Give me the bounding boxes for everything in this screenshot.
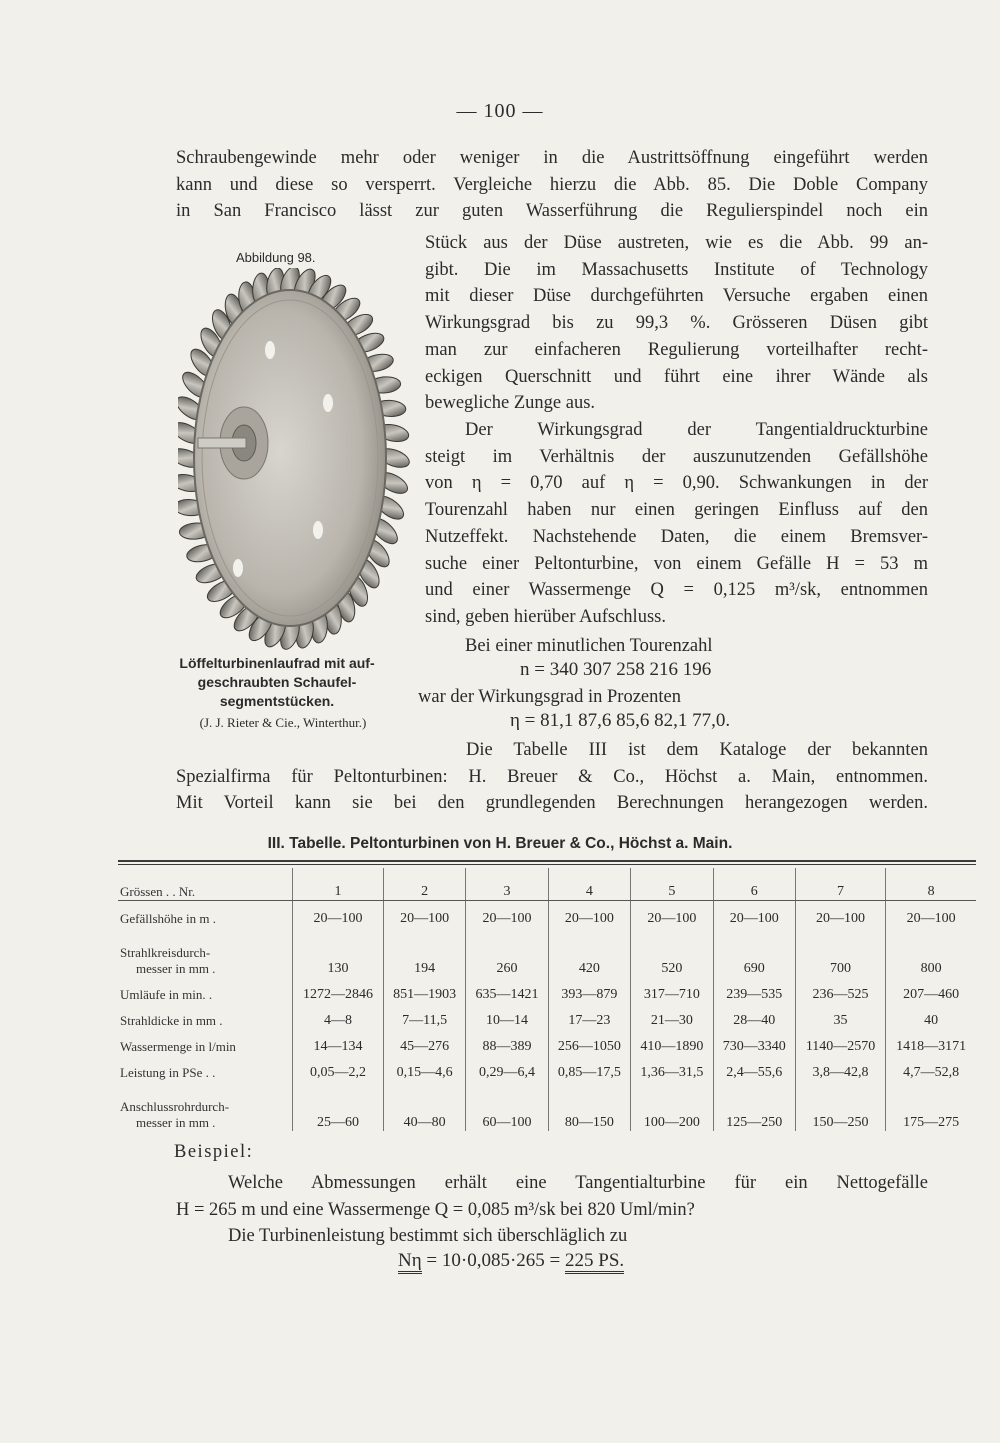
text-line: in San Francisco lässt zur guten Wasserführung die Regulierspindel noch ein bbox=[176, 201, 928, 222]
table-header-cell: 5 bbox=[631, 868, 713, 901]
text-line: bewegliche Zunge aus. bbox=[425, 393, 596, 414]
table-cell: 20—100 bbox=[886, 901, 976, 928]
table-row bbox=[118, 1055, 976, 1081]
table-cell: 3,8—42,8 bbox=[795, 1055, 885, 1081]
text-line: Mit Vorteil kann sie bei den grundlegenden Berechnungen herangezogen werden. bbox=[176, 793, 928, 814]
text-line: Spezialfirma für Peltonturbinen: H. Breuer & Co., Höchst a. Main, entnommen. bbox=[176, 766, 928, 787]
text-line: Schraubengewinde mehr oder weniger in die Austrittsöffnung eingeführt werden bbox=[176, 148, 928, 168]
table-cell: 25—60 bbox=[293, 1081, 384, 1131]
text-line: Stück aus der Düse austreten, wie es die Abb. 99 an- bbox=[425, 233, 928, 253]
row-label-line: Strahlkreisdurch- bbox=[120, 945, 211, 960]
table-cell: 0,15—4,6 bbox=[383, 1055, 465, 1081]
table-cell: 1140—2570 bbox=[795, 1029, 885, 1055]
text-line: gibt. Die im Massachusetts Institute of Technology bbox=[425, 259, 928, 280]
table-header-cell: 7 bbox=[795, 868, 885, 901]
table-title: III. Tabelle. Peltonturbinen von H. Breuer & Co., Höchst a. Main. bbox=[267, 835, 733, 852]
table-row bbox=[118, 1081, 976, 1131]
table-cell: 207—460 bbox=[886, 977, 976, 1003]
text-line: Die Tabelle III ist dem Kataloge der bekannten bbox=[466, 740, 928, 760]
row-label: Wassermenge in l/min bbox=[120, 1039, 236, 1054]
figure-label: Abbildung 98. bbox=[236, 250, 316, 265]
table-row bbox=[118, 901, 976, 928]
figure-image bbox=[178, 268, 410, 653]
table-cell: 236—525 bbox=[795, 977, 885, 1003]
table-cell: 690 bbox=[713, 927, 795, 977]
row-label: Leistung in PSe . . bbox=[120, 1065, 216, 1080]
text-line: H = 265 m und eine Wassermenge Q = 0,085 m³/sk bei 820 Uml/min? bbox=[176, 1199, 695, 1220]
table-cell: 20—100 bbox=[293, 901, 384, 928]
row-label: Gefällshöhe in m . bbox=[120, 911, 217, 926]
table-cell: 14—134 bbox=[293, 1029, 384, 1055]
table-cell: 0,05—2,2 bbox=[293, 1055, 384, 1081]
table-cell: 10—14 bbox=[466, 1003, 548, 1029]
table-cell: 420 bbox=[548, 927, 630, 977]
table-cell: 17—23 bbox=[548, 1003, 630, 1029]
example-heading: Beispiel: bbox=[174, 1142, 254, 1162]
table-cell: 175—275 bbox=[886, 1081, 976, 1131]
text-line: von η = 0,70 auf η = 0,90. Schwankungen in der bbox=[425, 473, 928, 494]
table-cell: 520 bbox=[631, 927, 713, 977]
caption-line: segmentstücken. bbox=[219, 693, 335, 709]
text-line: und einer Wassermenge Q = 0,125 m³/sk, entnommen bbox=[425, 580, 928, 601]
table-cell: 88—389 bbox=[466, 1029, 548, 1055]
text-line: suche einer Peltonturbine, von einem Gefälle H = 53 m bbox=[425, 553, 928, 574]
table-cell: 851—1903 bbox=[383, 977, 465, 1003]
table-cell: 35 bbox=[795, 1003, 885, 1029]
table-cell: 1,36—31,5 bbox=[631, 1055, 713, 1081]
table-cell: 20—100 bbox=[631, 901, 713, 928]
table-cell: 130 bbox=[293, 927, 384, 977]
row-label-line: messer in mm . bbox=[136, 961, 216, 976]
table-header-row bbox=[118, 868, 976, 901]
table-header-cell: 6 bbox=[713, 868, 795, 901]
wirkung-intro: war der Wirkungsgrad in Prozenten bbox=[418, 687, 681, 707]
table-cell: 260 bbox=[466, 927, 548, 977]
table-cell: 60—100 bbox=[466, 1081, 548, 1131]
formula-result: 225 PS. bbox=[565, 1250, 624, 1274]
right-paragraph-1 bbox=[425, 230, 928, 417]
touren-intro: Bei einer minutlichen Tourenzahl bbox=[465, 636, 713, 656]
table-cell: 2,4—55,6 bbox=[713, 1055, 795, 1081]
intro-paragraph bbox=[176, 145, 928, 225]
table-cell: 317—710 bbox=[631, 977, 713, 1003]
table-cell: 21—30 bbox=[631, 1003, 713, 1029]
text-line: man zur einfacheren Regulierung vorteilhafter recht- bbox=[425, 339, 928, 360]
text-line: eckigen Querschnitt und führt eine ihrer Wände als bbox=[425, 366, 928, 387]
wirkung-formula: η = 81,1 87,6 85,6 82,1 77,0. bbox=[510, 710, 731, 731]
pelton-table bbox=[118, 868, 976, 1131]
table-cell: 800 bbox=[886, 927, 976, 977]
text-line: steigt im Verhältnis der auszunutzenden Gefällshöhe bbox=[425, 446, 928, 467]
caption-line: geschraubten Schaufel- bbox=[197, 674, 357, 690]
table-cell: 20—100 bbox=[548, 901, 630, 928]
row-label-line: messer in mm . bbox=[136, 1115, 216, 1130]
row-label bbox=[118, 1081, 293, 1131]
formula-lhs: Nη bbox=[398, 1250, 422, 1274]
table-cell: 20—100 bbox=[713, 901, 795, 928]
table-header-cell: 3 bbox=[466, 868, 548, 901]
pelton-wheel-image bbox=[178, 268, 410, 653]
table-cell: 0,29—6,4 bbox=[466, 1055, 548, 1081]
table-cell: 125—250 bbox=[713, 1081, 795, 1131]
table-row bbox=[118, 977, 976, 1003]
table-cell: 256—1050 bbox=[548, 1029, 630, 1055]
table-cell: 20—100 bbox=[383, 901, 465, 928]
table-cell: 700 bbox=[795, 927, 885, 977]
text-line: Nutzeffekt. Nachstehende Daten, die einem Bremsver- bbox=[425, 526, 928, 547]
formula-mid: = 10·0,085·265 = bbox=[421, 1250, 566, 1271]
table-rule-top bbox=[118, 860, 976, 862]
table-header-cell: 4 bbox=[548, 868, 630, 901]
table-cell: 40—80 bbox=[383, 1081, 465, 1131]
table-row bbox=[118, 1029, 976, 1055]
table-cell: 40 bbox=[886, 1003, 976, 1029]
figure-caption bbox=[146, 654, 408, 711]
text-line: Der Wirkungsgrad der Tangentialdruckturbine bbox=[465, 420, 928, 440]
table-header-cell: 8 bbox=[886, 868, 976, 901]
table-cell: 80—150 bbox=[548, 1081, 630, 1131]
table-cell: 1418—3171 bbox=[886, 1029, 976, 1055]
text-line: mit dieser Düse durchgeführten Versuche ergaben einen bbox=[425, 286, 928, 307]
row-label bbox=[118, 927, 293, 977]
table-cell: 1272—2846 bbox=[293, 977, 384, 1003]
figure-credit: (J. J. Rieter & Cie., Winterthur.) bbox=[199, 715, 367, 730]
table-cell: 730—3340 bbox=[713, 1029, 795, 1055]
table-cell: 45—276 bbox=[383, 1029, 465, 1055]
text-line: kann und diese so versperrt. Vergleiche hierzu die Abb. 85. Die Doble Company bbox=[176, 174, 928, 195]
table-cell: 4,7—52,8 bbox=[886, 1055, 976, 1081]
text-line: Wirkungsgrad bis zu 99,3 %. Grösseren Düsen gibt bbox=[425, 313, 928, 334]
table-cell: 150—250 bbox=[795, 1081, 885, 1131]
table-header-label: Grössen . . Nr. bbox=[118, 868, 293, 901]
table-rule-top-thin bbox=[118, 864, 976, 865]
text-line: Welche Abmessungen erhält eine Tangentialturbine für ein Nettogefälle bbox=[228, 1173, 928, 1193]
table-cell: 28—40 bbox=[713, 1003, 795, 1029]
table-cell: 20—100 bbox=[795, 901, 885, 928]
table-cell: 100—200 bbox=[631, 1081, 713, 1131]
table-header-cell: 2 bbox=[383, 868, 465, 901]
table-row bbox=[118, 1003, 976, 1029]
table-row bbox=[118, 927, 976, 977]
text-line: Tourenzahl haben nur einen geringen Einfluss auf den bbox=[425, 500, 928, 521]
table-cell: 0,85—17,5 bbox=[548, 1055, 630, 1081]
table-cell: 410—1890 bbox=[631, 1029, 713, 1055]
tabelle-paragraph bbox=[176, 737, 928, 817]
right-paragraph-2 bbox=[425, 417, 928, 631]
table-cell: 4—8 bbox=[293, 1003, 384, 1029]
table-cell: 20—100 bbox=[466, 901, 548, 928]
touren-formula: n = 340 307 258 216 196 bbox=[520, 659, 712, 680]
row-label: Umläufe in min. . bbox=[120, 987, 213, 1002]
caption-line: Löffelturbinenlaufrad mit auf- bbox=[179, 655, 375, 671]
table-cell: 194 bbox=[383, 927, 465, 977]
table-cell: 393—879 bbox=[548, 977, 630, 1003]
table-cell: 635—1421 bbox=[466, 977, 548, 1003]
row-label-line: Anschlussrohrdurch- bbox=[120, 1099, 230, 1114]
page-number: — 100 — bbox=[456, 100, 544, 122]
table-cell: 7—11,5 bbox=[383, 1003, 465, 1029]
table-cell: 239—535 bbox=[713, 977, 795, 1003]
text-line: Die Turbinenleistung bestimmt sich überschläglich zu bbox=[228, 1226, 628, 1247]
text-line: sind, geben hierüber Aufschluss. bbox=[425, 606, 666, 627]
power-formula bbox=[398, 1250, 624, 1272]
example-paragraph bbox=[176, 1170, 928, 1250]
table-header-cell: 1 bbox=[293, 868, 384, 901]
row-label: Strahldicke in mm . bbox=[120, 1013, 223, 1028]
